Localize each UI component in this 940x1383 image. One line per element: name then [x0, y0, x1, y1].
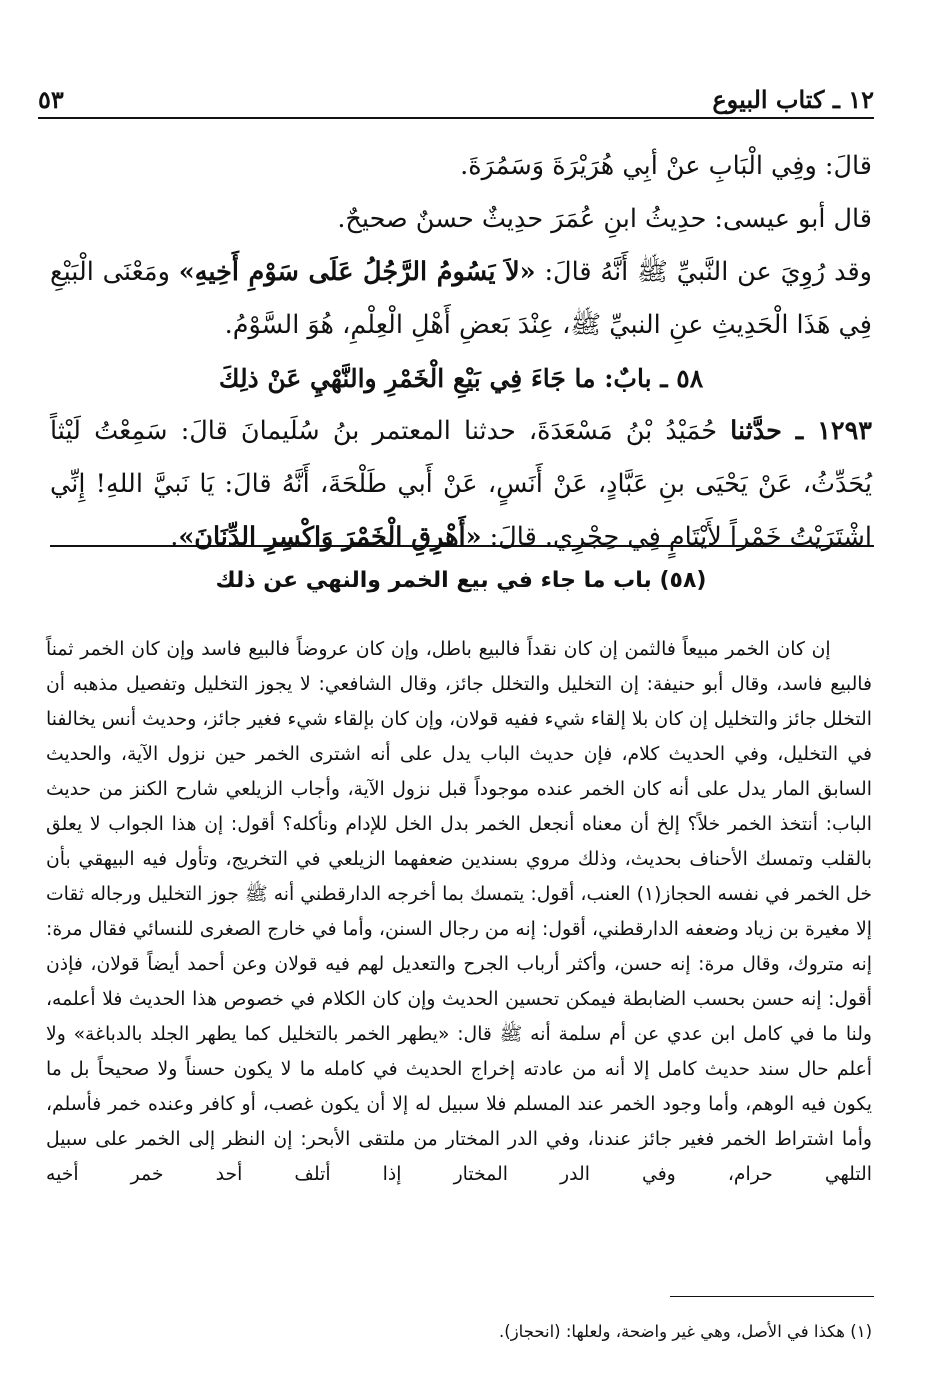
running-header	[38, 74, 874, 114]
hadith-text: حُمَيْدُ بْنُ مَسْعَدَةَ، حدثنا المعتمر بنُ سُلَيمانَ قالَ: سَمِعْتُ لَيْثاً يُحَدِّثُ، عَنْ يَحْيَى بنِ عَبَّادٍ، عَنْ أَنَسٍ، عَنْ أَبي طَلْحَةَ، أَنَّهُ قالَ: يَا نَبيَّ اللهِ! إِنِّي اشْتَرَيْتُ خَمْراً لأَيْتَامٍ فِي حِجْرِي. قالَ:	[50, 416, 872, 552]
hadith-quote: «لاَ يَسُومُ الرَّجُلُ عَلَى سَوْمِ أَخِيهِ»	[178, 257, 536, 287]
matn-text: وقد رُوِيَ عن النَّبيِّ ﷺ أَنَّهُ قالَ:	[535, 257, 872, 287]
footnote-divider	[670, 1296, 874, 1297]
hadith-paragraph	[50, 405, 872, 564]
matn-text: ومَعْنَى الْبَيْعِ فِي هَذَا الْحَدِيثِ عنِ النبيِّ ﷺ، عِنْدَ بَعضِ أَهْلِ الْعِلْمِ، هُوَ السَّوْمُ.	[50, 257, 872, 340]
page-number: ٥٣	[38, 85, 64, 114]
chapter-title: ٥٨ ـ بابٌ: ما جَاءَ فِي بَيْعِ الْخَمْرِ والنَّهْيِ عَنْ ذلِكَ	[218, 364, 704, 393]
commentary-text	[46, 632, 872, 1192]
hadith-end: .	[170, 522, 179, 552]
matn-line: قالَ: وفِي الْبَابِ عنْ أبِي هُرَيْرَةَ وَسَمُرَةَ.	[460, 151, 872, 181]
matn-line: قال أبو عيسى: حدِيثُ ابنِ عُمَرَ حدِيثٌ حسنٌ صحيحٌ.	[337, 204, 872, 234]
matn-paragraph	[50, 246, 872, 352]
hadith-quote: «أَهْرِقِ الْخَمْرَ وَاكْسِرِ الدِّنَانَ»	[178, 522, 482, 552]
chapter-heading: ١٢ ـ كتاب البيوع	[712, 85, 874, 114]
commentary-title: (٥٨) باب ما جاء في بيع الخمر والنهي عن ذلك	[215, 568, 707, 593]
hadith-number: ١٢٩٣ ـ حدَّثنا	[730, 416, 873, 446]
footnote: (١) هكذا في الأصل، وهي غير واضحة، ولعلها: (انحجاز).	[499, 1322, 872, 1341]
commentary-paragraph: إن كان الخمر مبيعاً فالثمن إن كان نقداً فالبيع باطل، وإن كان عروضاً فالبيع فاسد وإن كان الخمر ثمناً فالبيع فاسد، وقال أبو حنيفة: إن التخليل والتخلل جائز، وقال الشافعي: لا يجوز التخليل وتفصيل مذهبه أن التخلل جائز والتخليل إن كان بلا إلقاء شيء ففيه قولان، وإن كان بإلقاء شيء فغير جائز، وحديث أنس يخالفنا في التخليل، وفي الحديث كلام، فإن حديث الباب يدل على أنه اشترى الخمر حين نزول الآية، والحديث السابق المار يدل على أنه كان الخمر عنده موجوداً قبل نزول الآية، وأجاب الزيلعي شارح الكنز من حديث الباب: أنتخذ الخمر خلاً؟ إلخ أن معناه أنجعل الخمر بدل الخل للإدام ونأكله؟ أقول: إن هذا الجواب لا يعلق بالقلب وتمسك الأحناف بحديث، وذلك مروي بسندين ضعفهما الزيلعي في التخريج، وتأول فيه البيهقي بأن خل الخمر في نفسه الحجاز(١) العنب، أقول: يتمسك بما أخرجه الدارقطني أنه ﷺ جوز التخليل ورجاله ثقات إلا مغيرة بن زياد وضعفه الدارقطني، أقول: إنه من رجال السنن، وأما في خارج الصغرى للنسائي فقال مرة: إنه متروك، وقال مرة: إنه حسن، وأكثر أرباب الجرح والتعديل لهم فيه قولان وعن أحمد أيضاً قولان، فإذن أقول: إنه حسن بحسب الضابطة فيمكن تحسين الحديث وإن كان الكلام في خصوص هذا الحديث فلا أعلمه، ولنا ما في كامل ابن عدي عن أم سلمة أنه ﷺ قال: «يطهر الخمر بالتخليل كما يطهر الجلد بالدباغة» ولا أعلم حال سند حديث كامل إلا أنه من عادته إخراج الحديث في كامله ما لا يكون حسناً ولا صحيحاً بل ما يكون فيه الوهم، وأما وجود الخمر عند المسلم فلا سبيل له إلا أن يكون غصب، أو كافر وعنده خمر فأسلم، وأما اشتراط الخمر فغير جائز عندنا، وفي الدر المختار من ملتقى الأبحر: إن النظر إلى الخمر على سبيل التلهي حرام، وفي الدر المختار إذا أتلف أحد خمر أخيه	[46, 639, 872, 1185]
header-divider	[38, 117, 874, 119]
main-text	[50, 140, 872, 564]
section-divider	[50, 545, 874, 547]
